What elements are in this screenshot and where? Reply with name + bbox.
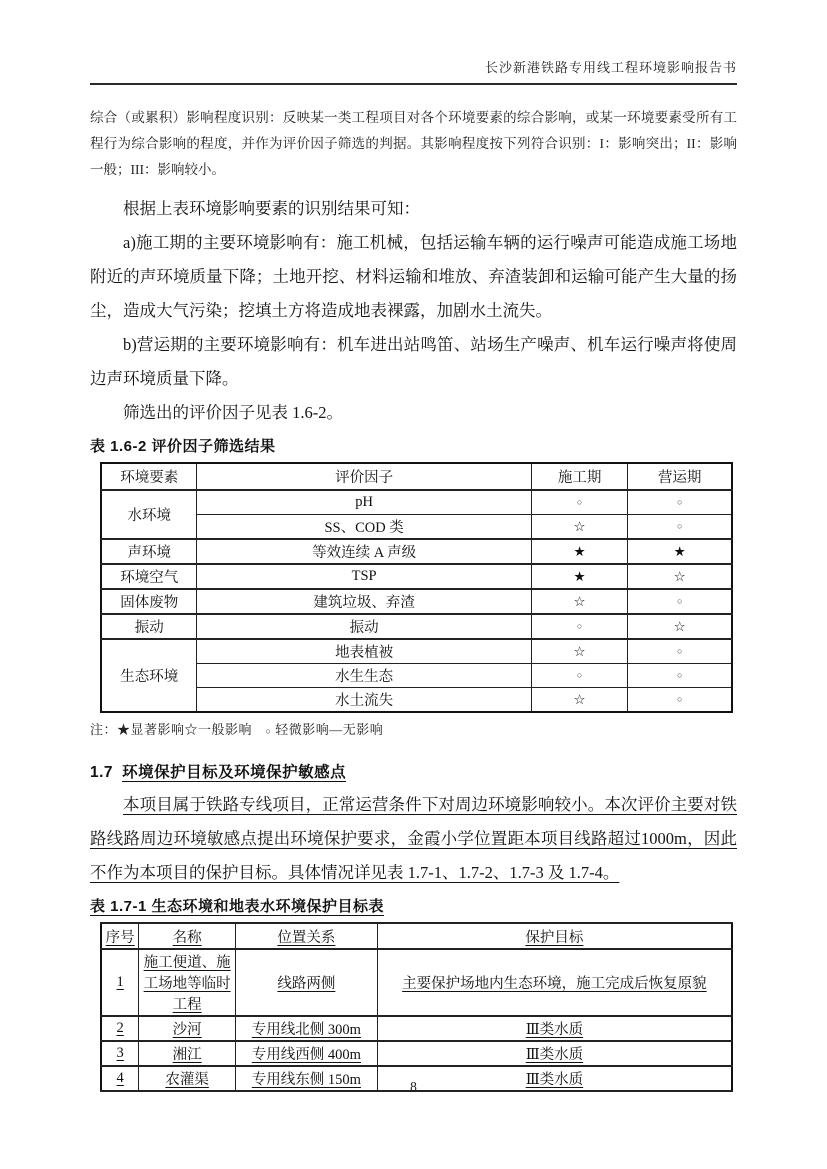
table-1-6-2-title: 表 1.6-2 评价因子筛选结果 (90, 438, 276, 455)
cell-operation: ○ (628, 589, 732, 614)
paragraph-protection-targets: 本项目属于铁路专线项目，正常运营条件下对周边环境影响较小。本次评价主要对铁路线路周边环境敏感点提出环境保护要求，金霞小学位置距本项目线路超过1000m，因此不作为本项目的保护目标。具体情况详见表 1.7-1、1.7-2、1.7-3 及 1.7-4。 (90, 795, 737, 882)
cell-construction: ☆ (531, 639, 628, 664)
cell-construction: ○ (531, 614, 628, 639)
cell-element: 声环境 (101, 539, 197, 564)
cell-location: 专用线西侧 400m (235, 1041, 377, 1066)
cell-factor: 地表植被 (197, 639, 531, 664)
table-1-6-2 (100, 462, 733, 713)
table-legend-note (90, 719, 737, 738)
table-header-row (101, 463, 732, 490)
note-prefix: 注：★显著影响☆一般影响 (90, 722, 253, 737)
cell-construction: ☆ (531, 688, 628, 713)
cell-factor: TSP (197, 564, 531, 589)
column-header-name: 名称 (139, 923, 236, 949)
table-row (101, 589, 732, 614)
table-row (101, 614, 732, 639)
cell-operation: ○ (628, 490, 732, 515)
cell-construction: ☆ (531, 515, 628, 540)
cell-no: 2 (101, 1016, 139, 1041)
cell-operation: ○ (628, 664, 732, 688)
table-row (101, 1041, 732, 1066)
cell-factor: 等效连续 A 声级 (197, 539, 531, 564)
page-header (90, 0, 737, 85)
cell-factor: SS、COD 类 (197, 515, 531, 540)
cell-operation: ☆ (628, 614, 732, 639)
header-title: 长沙新港铁路专用线工程环境影响报告书 (484, 60, 737, 75)
cell-construction: ★ (531, 564, 628, 589)
cell-construction: ★ (531, 539, 628, 564)
cell-factor: 振动 (197, 614, 531, 639)
note-suffix: 轻微影响—无影响 (275, 722, 384, 737)
section-1-7-heading (90, 760, 737, 782)
column-header-location: 位置关系 (235, 923, 377, 949)
cell-operation: ★ (628, 539, 732, 564)
page-content (90, 105, 737, 1092)
paragraph-result-intro: 根据上表环境影响要素的识别结果可知： (123, 199, 420, 218)
cell-element: 振动 (101, 614, 197, 639)
cell-factor: 水生生态 (197, 664, 531, 688)
table-row (101, 1016, 732, 1041)
column-header-construction: 施工期 (531, 463, 628, 490)
cell-no: 3 (101, 1041, 139, 1066)
cell-element: 环境空气 (101, 564, 197, 589)
cell-element: 生态环境 (101, 639, 197, 712)
section-title: 环境保护目标及环境保护敏感点 (122, 764, 347, 781)
column-header-operation: 营运期 (628, 463, 732, 490)
column-header-element: 环境要素 (101, 463, 197, 490)
cell-no: 4 (101, 1066, 139, 1091)
cell-factor: pH (197, 490, 531, 515)
table-row (101, 949, 732, 1016)
cell-factor: 水土流失 (197, 688, 531, 713)
paragraph-item-a: a)施工期的主要环境影响有：施工机械，包括运输车辆的运行噪声可能造成施工场地附近的声环境质量下降；土地开挖、材料运输和堆放、弃渣装卸和运输可能产生大量的扬尘，造成大气污染；挖填土方将造成地表裸露，加剧水土流失。 (90, 233, 737, 320)
cell-construction: ○ (531, 664, 628, 688)
table-row (101, 564, 732, 589)
table-1-7-1 (100, 922, 733, 1092)
table-row (101, 539, 732, 564)
cell-operation: ☆ (628, 564, 732, 589)
cell-location: 专用线北侧 300m (235, 1016, 377, 1041)
paragraph-item-b: b)营运期的主要环境影响有：机车进出站鸣笛、站场生产噪声、机车运行噪声将使周边声环境质量下降。 (90, 335, 737, 388)
column-header-factor: 评价因子 (197, 463, 531, 490)
cell-no: 1 (101, 949, 139, 1016)
cell-operation: ○ (628, 515, 732, 540)
cell-construction: ○ (531, 490, 628, 515)
cell-operation: ○ (628, 688, 732, 713)
cell-construction: ☆ (531, 589, 628, 614)
cell-target: Ⅲ类水质 (377, 1016, 732, 1041)
paragraph-impact-degree: 综合（或累积）影响程度识别：反映某一类工程项目对各个环境要素的综合影响，或某一环境要素受所有工程行为综合影响的程度，并作为评价因子筛选的判据。其影响程度按下列符合识别：I：影响突出；II：影响一般；III：影响较小。 (90, 110, 737, 177)
column-header-target: 保护目标 (377, 923, 732, 949)
paragraph-table-ref: 筛选出的评价因子见表 1.6-2。 (123, 403, 343, 422)
cell-element: 固体废物 (101, 589, 197, 614)
table-header-row (101, 923, 732, 949)
cell-location: 线路两侧 (235, 949, 377, 1016)
cell-target: Ⅲ类水质 (377, 1066, 732, 1091)
column-header-no: 序号 (101, 923, 139, 949)
table-row (101, 490, 732, 515)
cell-element: 水环境 (101, 490, 197, 539)
cell-name: 农灌渠 (139, 1066, 236, 1091)
section-number: 1.7 (90, 764, 114, 781)
table-1-7-1-title: 表 1.7-1 生态环境和地表水环境保护目标表 (90, 898, 385, 915)
cell-target: Ⅲ类水质 (377, 1041, 732, 1066)
cell-name: 施工便道、施工场地等临时工程 (139, 949, 236, 1016)
table-row (101, 639, 732, 664)
cell-operation: ○ (628, 639, 732, 664)
cell-name: 湘江 (139, 1041, 236, 1066)
cell-target: 主要保护场地内生态环境，施工完成后恢复原貌 (377, 949, 732, 1016)
cell-name: 沙河 (139, 1016, 236, 1041)
cell-location: 专用线东侧 150m (235, 1066, 377, 1091)
page-number: 8 (410, 1079, 417, 1094)
note-circle-symbol: ○ (265, 726, 272, 736)
cell-factor: 建筑垃圾、弃渣 (197, 589, 531, 614)
